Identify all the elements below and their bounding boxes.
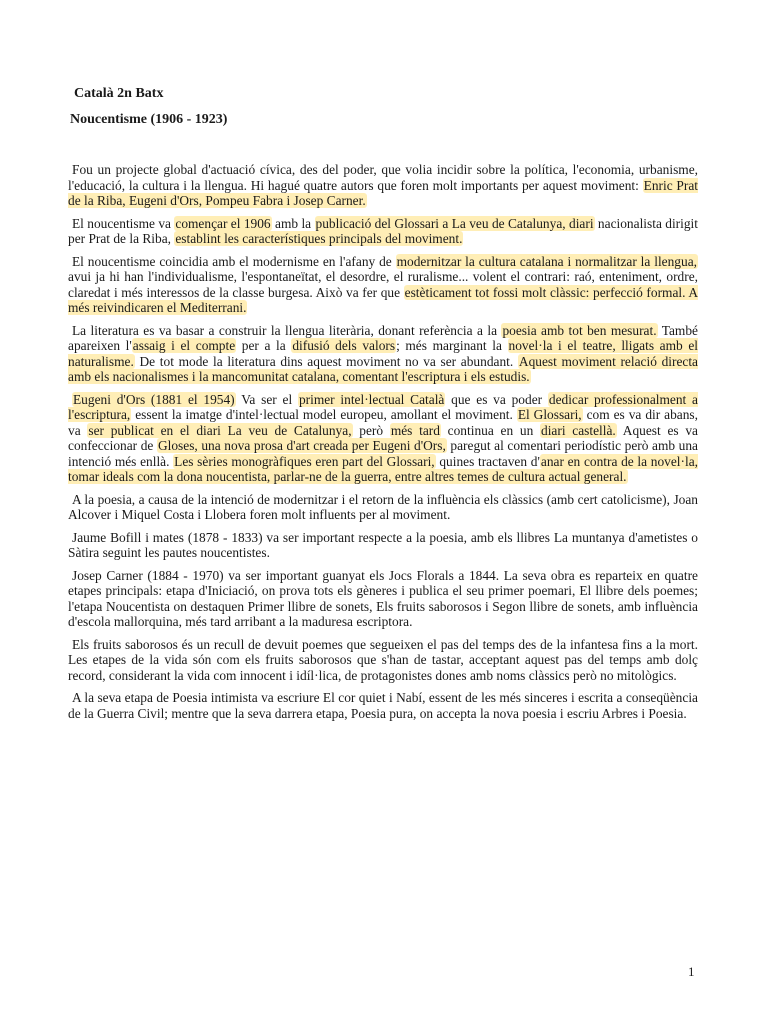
text-segment: amb la — [271, 215, 315, 231]
page-number: 1 — [688, 964, 695, 979]
text-segment: Va ser el — [235, 391, 298, 407]
text-segment: Josep Carner (1884 - 1970) va ser important guanyat els Jocs Florals a 1844. La seva obra es reparteix en quatre etapes principals: etapa d'Iniciació, on prova tots els gèneres i publica el seu primer poemari, El llibre dels poemes; l'etapa Noucentista on destaquen Primer llibre de sonets, Els fruits saborosos i Segon llibre de sonets, amb influència d'escola mallorquina, més tard arribant a la maduresa escriptora. — [68, 567, 698, 629]
highlighted-text: establint les característiques principals del moviment. — [175, 231, 463, 246]
highlighted-text: poesia amb tot ben mesurat. — [502, 322, 657, 338]
highlighted-text: difusió dels valors — [292, 338, 396, 353]
paragraph — [68, 216, 698, 247]
text-segment: nacionalista dirigit per Prat de la Riba, — [68, 215, 698, 246]
text-segment: essent la imatge d'intel·lectual model europeu, amollant el moviment. — [131, 407, 517, 422]
text-segment: continua en un — [440, 422, 541, 438]
text-segment: però — [352, 422, 390, 438]
text-segment: per a la — [236, 338, 292, 353]
paragraph — [68, 254, 698, 316]
highlighted-text: Eugeni d'Ors (1881 el 1954) — [73, 391, 235, 407]
highlighted-text: Enric Prat de la Riba, Eugeni d'Ors, Pompeu Fabra i Josep Carner. — [68, 177, 698, 208]
highlighted-text: publicació del Glossari a La veu de Catalunya, diari — [315, 215, 594, 231]
text-segment: A la poesia, a causa de la intenció de modernitzar i el retorn de la influència els clàssics (amb cert catolicisme), Joan Alcover i Miquel Costa i Llobera foren molt influents per al moviment. — [68, 491, 698, 522]
text-segment: com es va dir abans, va — [68, 407, 698, 438]
highlighted-text: dedicar professionalment a l'escriptura, — [68, 391, 699, 422]
text-segment: La literatura es va basar a construir la llengua literària, donant referència a la — [72, 322, 502, 338]
text-segment: que es va poder — [445, 391, 548, 407]
highlighted-text: diari castellà. — [541, 422, 616, 438]
paragraph — [68, 637, 698, 684]
paragraph — [68, 530, 698, 561]
highlighted-text: anar en contra de la novel·la, tomar ideals com la dona noucentista, parlar-ne de la guerra, entre altres temes de cultura actual general. — [68, 453, 698, 484]
text-segment: avui ja hi han l'individualisme, l'espontaneïtat, el desordre, el ruralisme... volent el contrari: raó, enteniment, ordre, claredat i més interessos de la classe burgesa. Això va fer que — [68, 269, 698, 300]
highlighted-text: Gloses, una nova prosa d'art creada per Eugeni d'Ors, — [157, 438, 446, 453]
paragraph — [68, 690, 698, 721]
highlighted-text: Les sèries monogràfiques eren part del Glossari, — [174, 453, 435, 469]
text-segment: paregut al comentari periodístic però amb una intenció més enllà. — [68, 438, 698, 469]
highlighted-text: ser publicat en el diari La veu de Catalunya, — [88, 422, 352, 438]
highlighted-text: començar el 1906 — [175, 215, 271, 231]
text-segment: Fou un projecte global d'actuació cívica, des del poder, que volia incidir sobre la política, l'economia, urbanisme, l'educació, la cultura i la llengua. Hi hagué quatre autors que foren molt importants per aquest moviment: — [68, 162, 698, 193]
highlighted-text: El Glossari, — [517, 407, 582, 422]
text-segment: De tot mode la literatura dins aquest moviment no va ser abundant. — [134, 353, 518, 369]
text-segment: quines tractaven d' — [435, 453, 540, 469]
text-segment: També apareixen l' — [68, 322, 698, 353]
text-segment: Els fruits saborosos és un recull de devuit poemes que segueixen el pas del temps des de la infantesa fins a la mort. Les etapes de la vida són com els fruits saborosos que s'han de tastar, acceptant aquest pas del temps amb dolç record, considerant la vida com innocent i idíl·lica, de protagonistes dones amb noms clàssics però no mitològics. — [68, 636, 698, 683]
paragraph — [68, 392, 698, 485]
highlighted-text: Aquest moviment relació directa amb els nacionalismes i la mancomunitat catalana, comentant l'escriptura i els estudis. — [68, 353, 698, 384]
document-title: Noucentisme (1906 - 1923) — [70, 112, 228, 127]
paragraph — [68, 492, 698, 523]
highlighted-text: assaig i el compte — [132, 338, 236, 353]
highlighted-text: modernitzar la cultura catalana i normalitzar la llengua, — [396, 253, 697, 269]
highlighted-text: primer intel·lectual Català — [298, 391, 445, 407]
paragraph — [68, 323, 698, 385]
text-segment: Aquest es va confeccionar de — [68, 422, 698, 453]
highlighted-text: estèticament tot fossi molt clàssic: perfecció formal. A més reivindicaren el Mediterrani. — [68, 284, 698, 315]
paragraph — [68, 568, 698, 630]
highlighted-text: més tard — [390, 422, 440, 438]
highlighted-text: novel·la i el teatre, lligats amb el naturalisme. — [68, 338, 698, 369]
document-body — [68, 162, 698, 728]
text-segment: El noucentisme coincidia amb el modernisme en l'afany de — [72, 253, 396, 269]
text-segment: ; més marginant la — [396, 338, 508, 353]
text-segment: A la seva etapa de Poesia intimista va escriure El cor quiet i Nabí, essent de les més sinceres i escrita a conseqüència de la Guerra Civil; mentre que la seva darrera etapa, Poesia pura, on accepta la nova poesia i escriu Arbres i Poesia. — [68, 690, 698, 721]
text-segment: Jaume Bofill i mates (1878 - 1833) va ser important respecte a la poesia, amb els llibres La muntanya d'ametistes o Sàtira seguint les pautes noucentistes. — [68, 529, 698, 560]
course-heading: Català 2n Batx — [74, 86, 164, 101]
text-segment: El noucentisme va — [72, 215, 175, 231]
paragraph — [68, 162, 698, 209]
